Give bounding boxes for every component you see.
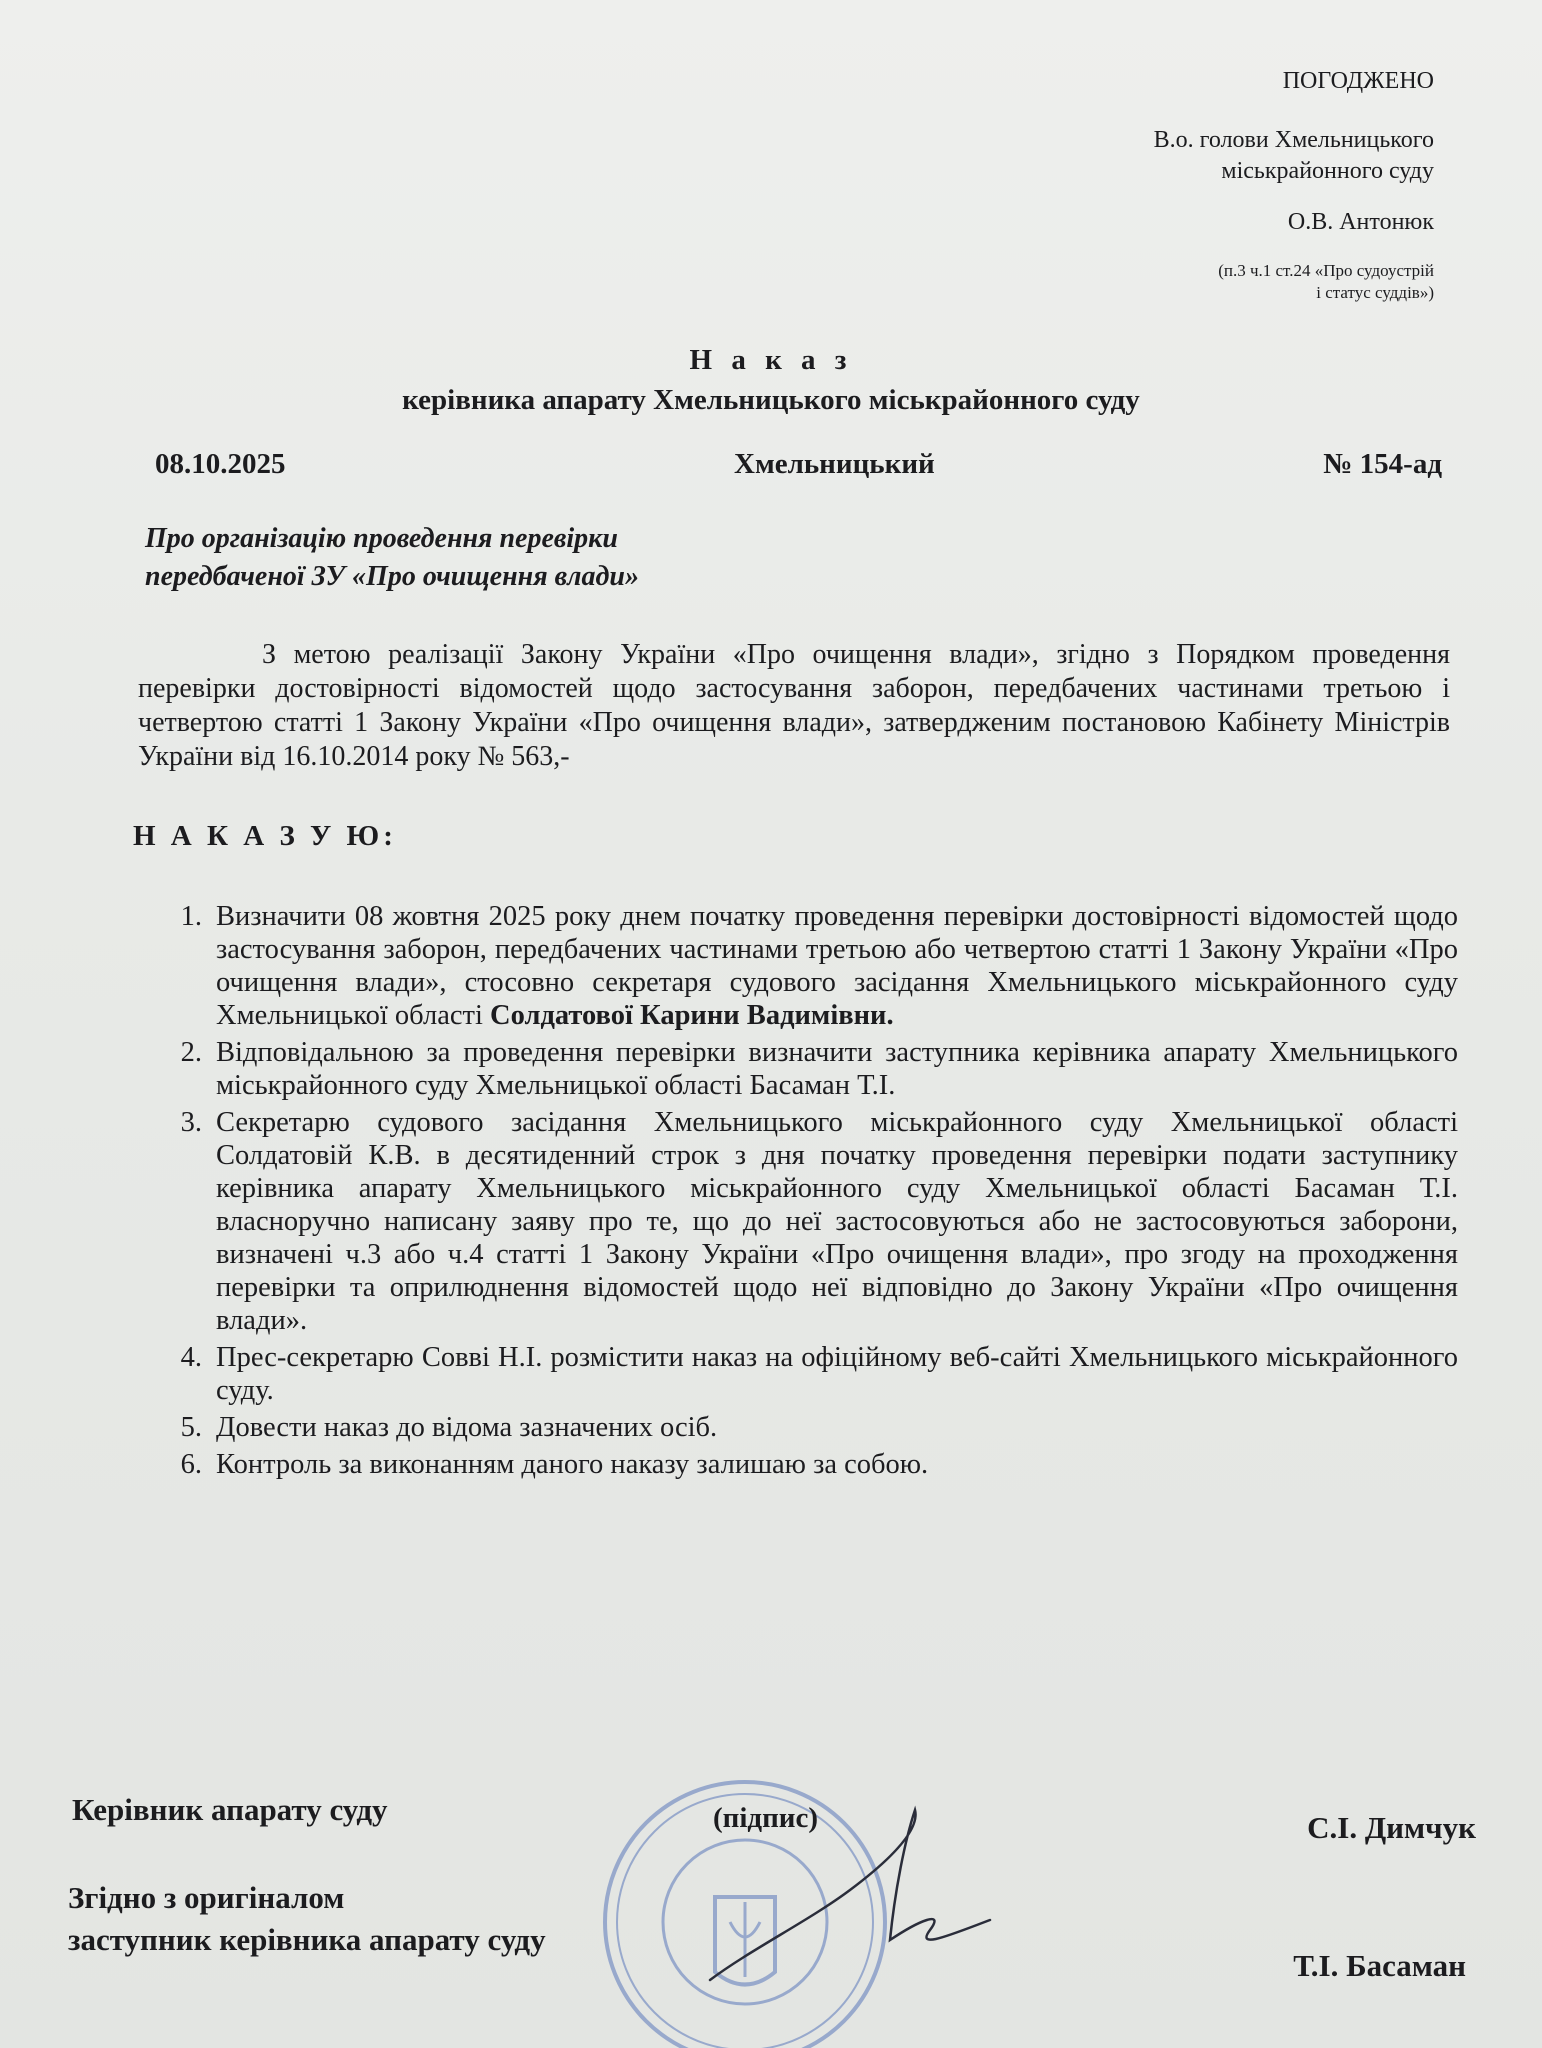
signed-mark: (підпис) bbox=[713, 1802, 819, 1834]
item-text: Контроль за виконанням даного наказу залишаю за собою. bbox=[216, 1449, 929, 1480]
item-text: Довести наказ до відома зазначених осіб. bbox=[216, 1412, 718, 1443]
item-number: 2. bbox=[180, 1037, 202, 1068]
item-number: 3. bbox=[180, 1107, 202, 1138]
list-item bbox=[140, 1341, 1458, 1407]
item-text: Секретарю судового засідання Хмельницького міськрайонного суду Хмельницької області Солдатовій К.В. в десятиденний строк з дня початку проведення перевірки подати заступнику керівника апарату Хмельницького міськрайонного суду Хмельницької області Басаман Т.І. власноручно написану заяву про те, що до неї застосовуються або не застосовуються заборони, визначені ч.3 або ч.4 статті 1 Закону України «Про очищення влади», про згоду на проходження перевірки та оприлюднення відомостей щодо неї відповідно до Закону України «Про очищення влади». bbox=[216, 1107, 1458, 1336]
item-text bbox=[216, 900, 1458, 1032]
order-date: 08.10.2025 bbox=[155, 448, 286, 480]
item-number: 6. bbox=[180, 1449, 202, 1480]
item-text-plain: Визначити 08 жовтня 2025 року днем початку проведення перевірки достовірності відомостей щодо застосування заборон, передбачених частинами третьою або четвертою статті 1 Закону України «Про очищення влади», стосовно секретаря судового засідання Хмельницького міськрайонного суду Хмельницької області bbox=[216, 901, 1458, 1031]
item-number: 1. bbox=[180, 901, 202, 932]
approval-name: О.В. Антонюк bbox=[1287, 209, 1434, 235]
item-text: Прес-секретарю Совві Н.І. розмістити наказ на офіційному веб-сайті Хмельницького міськрайонного суду. bbox=[216, 1342, 1458, 1406]
copy-line1: Згідно з оригіналом bbox=[68, 1880, 345, 1915]
order-items-list bbox=[140, 900, 1458, 1485]
subject-line2: передбаченої ЗУ «Про очищення влади» bbox=[145, 561, 639, 592]
list-item bbox=[140, 1106, 1458, 1337]
order-title bbox=[0, 340, 1542, 420]
order-heading: Н А К А З У Ю: bbox=[133, 820, 397, 852]
list-item bbox=[140, 900, 1458, 1032]
doc-type: Н а к а з bbox=[689, 344, 853, 376]
list-item bbox=[140, 1411, 1458, 1444]
deputy-name: Т.І. Басаман bbox=[1293, 1948, 1466, 1983]
order-subject bbox=[145, 520, 639, 596]
order-number: № 154-ад bbox=[1323, 448, 1442, 480]
approval-position-line1: В.о. голови Хмельницького bbox=[1153, 127, 1434, 153]
approval-position-line2: міськрайонного суду bbox=[1221, 158, 1434, 184]
order-city: Хмельницький bbox=[734, 448, 935, 480]
item-text: Відповідальною за проведення перевірки визначити заступника керівника апарату Хмельницького міськрайонного суду Хмельницької області Басаман Т.І. bbox=[216, 1037, 1458, 1101]
approval-block bbox=[914, 66, 1434, 304]
list-item bbox=[140, 1448, 1458, 1481]
approval-note-line2: і статус суддів») bbox=[1316, 283, 1434, 302]
meta-row bbox=[155, 448, 1442, 481]
head-title: Керівник апарату суду bbox=[72, 1792, 388, 1827]
approval-note-line1: (п.3 ч.1 ст.24 «Про судоустрій bbox=[1218, 261, 1434, 280]
subject-line1: Про організацію проведення перевірки bbox=[145, 523, 618, 554]
preamble-paragraph: З метою реалізації Закону України «Про очищення влади», згідно з Порядком проведення перевірки достовірності відомостей щодо застосування заборон, передбачених частинами третьою і четвертою статті 1 Закону України «Про очищення влади», затвердженим постановою Кабінету Міністрів України від 16.10.2014 року № 563,- bbox=[138, 639, 1450, 772]
item-text-bold: Солдатової Карини Вадимівни. bbox=[490, 1000, 894, 1031]
head-name: С.І. Димчук bbox=[1307, 1810, 1476, 1845]
approval-heading: ПОГОДЖЕНО bbox=[1282, 68, 1434, 94]
item-number: 5. bbox=[180, 1412, 202, 1443]
issuer-line: керівника апарату Хмельницького міськрайонного суду bbox=[402, 384, 1140, 416]
item-number: 4. bbox=[180, 1342, 202, 1373]
copy-line2: заступник керівника апарату суду bbox=[68, 1922, 546, 1957]
list-item bbox=[140, 1036, 1458, 1102]
